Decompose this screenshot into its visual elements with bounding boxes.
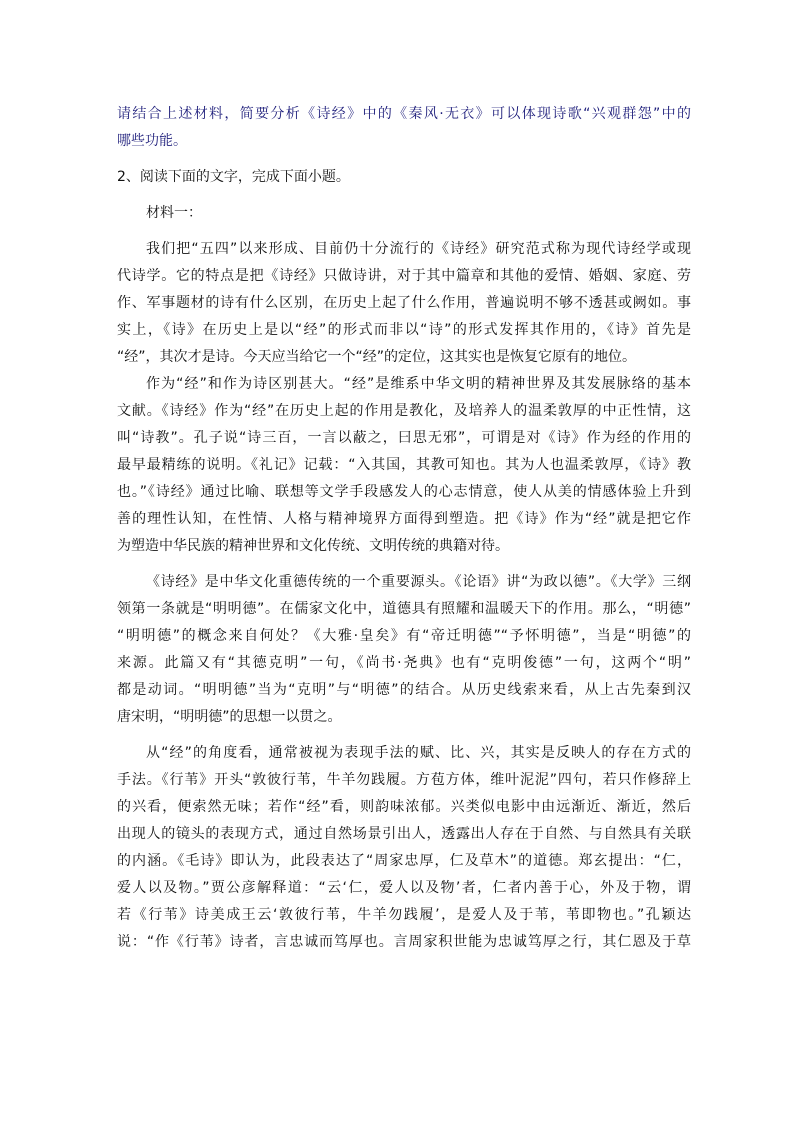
paragraph bbox=[117, 238, 691, 373]
paragraph-line: 出现人的镜头的表现方式，通过自然场景引出人，透露出人存在于自然、与自然具有关联 bbox=[117, 826, 691, 842]
paragraph-line: 爱人以及物。”贾公彦解释道：“云‘仁，爱人以及物’者，仁者内善于心，外及于物，谓 bbox=[117, 880, 691, 896]
material-body bbox=[117, 238, 691, 958]
material-label: 材料一： bbox=[146, 205, 202, 221]
question-prompt bbox=[117, 103, 691, 157]
paragraph-line: 来源。此篇又有“其德克明”一句，《尚书·尧典》也有“克明俊德”一句，这两个“明” bbox=[117, 655, 691, 671]
paragraph-line: 叫“诗教”。孔子说“诗三百，一言以蔽之，曰思无邪”，可谓是对《诗》作为经的作用的 bbox=[117, 430, 691, 446]
paragraph-line: 为塑造中华民族的精神世界和文化传统、文明传统的典籍对待。 bbox=[117, 538, 509, 554]
document-page bbox=[117, 103, 691, 958]
paragraph bbox=[117, 571, 691, 733]
paragraph-line: “经”，其次才是诗。今天应当给它一个“经”的定位，这其实也是恢复它原有的地位。 bbox=[117, 349, 637, 365]
paragraph-line: “明明德”的概念来自何处？《大雅·皇矣》有“帝迁明德”“予怀明德”，当是“明德”的 bbox=[117, 628, 691, 644]
question-2-heading: 2、阅读下面的文字，完成下面小题。 bbox=[117, 169, 350, 185]
question-prompt-line: 哪些功能。 bbox=[117, 133, 187, 149]
paragraph-line: 我们把“五四”以来形成、目前仍十分流行的《诗经》研究范式称为现代诗经学或现 bbox=[146, 241, 691, 257]
paragraph-line: 也。”《诗经》通过比喻、联想等文学手段感发人的心志情意，使人从美的情感体验上升到 bbox=[117, 484, 691, 500]
paragraph bbox=[117, 742, 691, 958]
paragraph-line: 的内涵。《毛诗》即认为，此段表达了“周家忠厚，仁及草木”的道德。郑玄提出：“仁， bbox=[117, 853, 691, 869]
paragraph-line: 的兴看，便索然无味；若作“经”看，则韵味浓郁。兴类似电影中由远渐近、渐近，然后 bbox=[117, 799, 691, 815]
paragraph-line: 最早最精练的说明。《礼记》记载：“入其国，其教可知也。其为人也温柔敦厚，《诗》教 bbox=[117, 457, 691, 473]
paragraph-line: 领第一条就是“明明德”。在儒家文化中，道德具有照耀和温暖天下的作用。那么，“明德” bbox=[117, 601, 691, 617]
paragraph-line: 作为“经”和作为诗区别甚大。“经”是维系中华文明的精神世界及其发展脉络的基本 bbox=[146, 376, 691, 392]
paragraph-line: 从“经”的角度看，通常被视为表现手法的赋、比、兴，其实是反映人的存在方式的 bbox=[146, 745, 691, 761]
paragraph-line: 善的理性认知，在性情、人格与精神境界方面得到塑造。把《诗》作为“经”就是把它作 bbox=[117, 511, 691, 527]
paragraph-line: 实上，《诗》在历史上是以“经”的形式而非以“诗”的形式发挥其作用的，《诗》首先是 bbox=[117, 322, 691, 338]
paragraph-line: 文献。《诗经》作为“经”在历史上起的作用是教化，及培养人的温柔敦厚的中正性情，这 bbox=[117, 403, 691, 419]
paragraph-line: 作、军事题材的诗有什么区别，在历史上起了什么作用，普遍说明不够不透甚或阙如。事 bbox=[117, 295, 691, 311]
paragraph-line: 代诗学。它的特点是把《诗经》只做诗讲，对于其中篇章和其他的爱情、婚姻、家庭、劳 bbox=[117, 268, 691, 284]
paragraph bbox=[117, 373, 691, 562]
paragraph-line: 说：“作《行苇》诗者，言忠诚而笃厚也。言周家积世能为忠诚笃厚之行，其仁恩及于草 bbox=[117, 934, 691, 950]
paragraph-line: 都是动词。“明明德”当为“克明”与“明德”的结合。从历史线索来看，从上古先秦到汉 bbox=[117, 682, 691, 698]
question-prompt-line: 请结合上述材料，简要分析《诗经》中的《秦风·无衣》可以体现诗歌“兴观群怨”中的 bbox=[117, 106, 691, 122]
paragraph-line: 若《行苇》诗美成王云‘敦彼行苇，牛羊勿践履’，是爱人及于苇，苇即物也。”孔颖达 bbox=[117, 907, 691, 923]
paragraph-line: 手法。《行苇》开头“敦彼行苇，牛羊勿践履。方苞方体，维叶泥泥”四句，若只作修辞上 bbox=[117, 772, 691, 788]
paragraph-line: 《诗经》是中华文化重德传统的一个重要源头。《论语》讲“为政以德”。《大学》三纲 bbox=[146, 574, 691, 590]
paragraph-line: 唐宋明，“明明德”的思想一以贯之。 bbox=[117, 709, 342, 725]
